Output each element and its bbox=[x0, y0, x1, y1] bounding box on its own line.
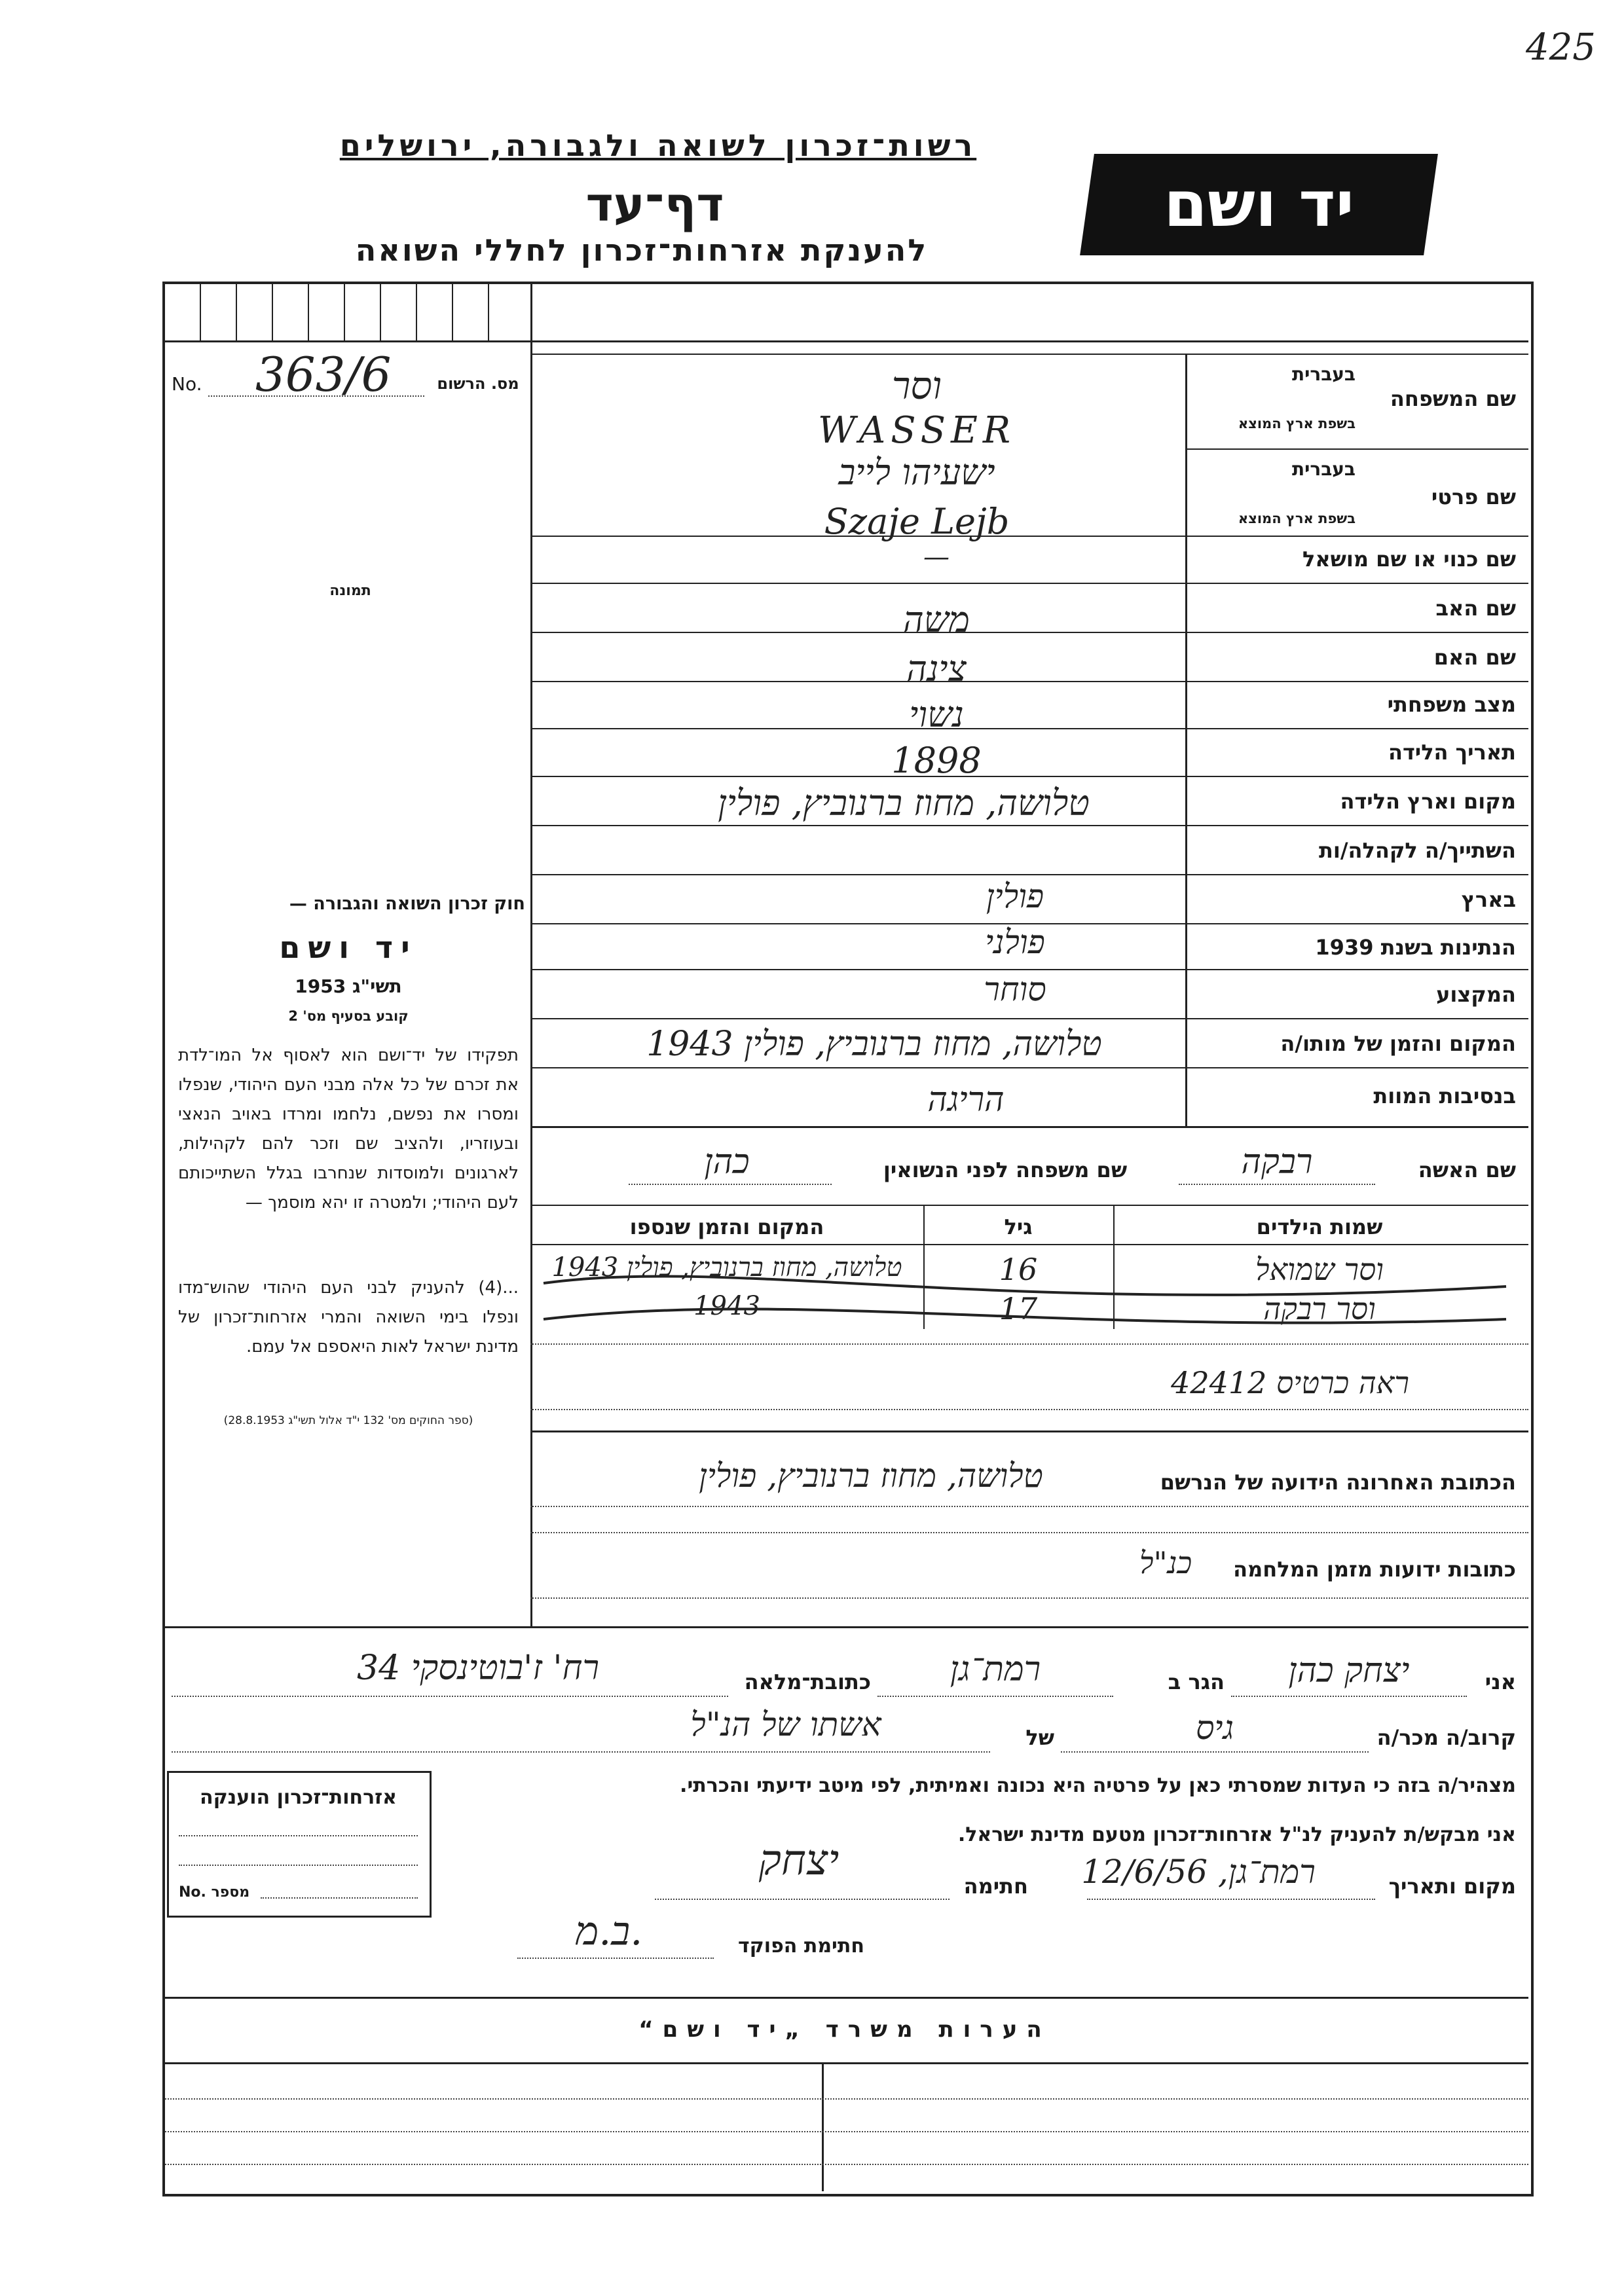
clerk-signature: ב.מ. bbox=[575, 1908, 643, 1954]
form-title: דף־עד bbox=[585, 177, 724, 232]
remarks-title: הערות משרד „יד ושם“ bbox=[638, 2016, 1051, 2043]
photo-label: תמונה bbox=[329, 583, 371, 599]
children-place-header: המקום והזמן שנספו bbox=[629, 1214, 824, 1239]
child-age: 16 bbox=[999, 1252, 1038, 1287]
maiden-name-label: שם משפחה לפני הנשואין bbox=[883, 1157, 1128, 1182]
law-clause: ...(4) להעניק לבני העם היהודי שהוש־מדו ונפלו בימי השואה והמרי אזרחות־זכרון של מדינת ישראל לאות היאספם אל עמם. bbox=[178, 1278, 519, 1357]
citizenship-box-no: No. מספר bbox=[179, 1884, 250, 1901]
registration-label: מס. הרשום bbox=[437, 374, 519, 393]
place-date-value: רמת־גן, 12/6/56 bbox=[1081, 1853, 1316, 1891]
country-label: בארץ bbox=[1461, 887, 1516, 912]
surname-sub-hebrew: בעברית bbox=[1291, 363, 1356, 385]
surname-label: שם המשפחה bbox=[1390, 386, 1516, 411]
law-name: יד ושם bbox=[279, 930, 418, 965]
relation-label: קרוב/ה מכר/ה bbox=[1376, 1725, 1516, 1750]
declaration-statement: מצהיר/ה בזה כי העדות שמסרתי כאן על פרטיה היא נכונה ואמיתית, לפי מיטב ידיעתי והכרתי. bbox=[680, 1774, 1516, 1797]
left-column-divider bbox=[530, 284, 532, 1626]
citizenship-label: הנתינות בשנת 1939 bbox=[1315, 935, 1516, 960]
birth-date-label: תאריך הלידה bbox=[1388, 740, 1516, 765]
death-circumstances-label: בנסיבות המוות bbox=[1373, 1084, 1516, 1108]
declaration-section-top bbox=[165, 1626, 1528, 1628]
declarant-city: רמת־גן bbox=[950, 1650, 1041, 1689]
birth-place-value: טלושה, מחוז ברנוביץ, פולין bbox=[718, 782, 1090, 824]
declarant-of-name: אשתו של הנ"ל bbox=[690, 1705, 881, 1743]
law-title: חוק זכרון השואה והגבורה — bbox=[289, 894, 525, 914]
address-section-top bbox=[530, 1430, 1528, 1432]
given-name-label: שם פרטי bbox=[1431, 484, 1516, 509]
registration-number: 363/6 bbox=[255, 347, 392, 402]
surname-sub-origin: בשפת ארץ המוצא bbox=[1238, 416, 1356, 431]
maiden-name-value: כהן bbox=[704, 1142, 750, 1182]
citizenship-box bbox=[167, 1771, 432, 1918]
birth-date-value: 1898 bbox=[891, 740, 982, 781]
yad-vashem-logo bbox=[1080, 154, 1438, 255]
profession-label: המקצוע bbox=[1436, 982, 1516, 1007]
given-name-origin-value: Szaje Lejb bbox=[824, 501, 1010, 542]
birth-place-label: מקום וארץ הלידה bbox=[1340, 789, 1516, 814]
nickname-value: — bbox=[923, 542, 950, 572]
nickname-label: שם כנוי או שם מושאל bbox=[1302, 547, 1516, 572]
war-address-value: כנ"ל bbox=[1139, 1545, 1192, 1580]
children-strikethrough bbox=[537, 1257, 1519, 1342]
law-source: (ספר החוקים מס' 132 י"ד אלול תשי"ג 28.8.1953) bbox=[223, 1414, 473, 1427]
label-column-divider bbox=[1185, 354, 1187, 1126]
marital-value: נשוי bbox=[909, 694, 964, 735]
child-name: וסר רבקה bbox=[1263, 1291, 1376, 1326]
declarant-ani-label: אני bbox=[1485, 1669, 1516, 1694]
last-address-label: הכתובת האחרונה הידועה של הנרשם bbox=[1160, 1470, 1516, 1495]
declarant-signature: יצחק bbox=[758, 1836, 840, 1885]
declarant-name: יצחק כהן bbox=[1288, 1651, 1410, 1690]
given-name-hebrew-value: ישעיהו לייב bbox=[838, 452, 995, 493]
father-label: שם האב bbox=[1435, 596, 1516, 621]
citizenship-box-title: אזרחות־זכרון הוענקה bbox=[199, 1786, 397, 1809]
country-value: פולין bbox=[986, 877, 1044, 915]
death-circumstances-value: הריגה bbox=[927, 1080, 1005, 1120]
death-place-label: המקום והזמן של מותו/ה bbox=[1280, 1031, 1516, 1056]
community-label: השתייך/ה לקהלה/ות bbox=[1318, 838, 1516, 863]
death-place-value: טלושה, מחוז ברנוביץ, פולין 1943 bbox=[646, 1025, 1102, 1064]
child-place: טלושה, מחוז ברנוביץ, פולין 1943 bbox=[551, 1252, 902, 1283]
declarant-address: רח' ז'בוטינסקי 34 bbox=[357, 1649, 599, 1688]
logo-text: יד ושם bbox=[1164, 168, 1354, 241]
signature-label: חתימה bbox=[963, 1874, 1028, 1899]
address-label: כתובת־מלאה bbox=[744, 1669, 871, 1694]
given-name-sub-origin: בשפת ארץ המוצא bbox=[1238, 511, 1356, 526]
resides-label: הגר ב bbox=[1168, 1669, 1225, 1694]
of-label: של bbox=[1025, 1725, 1054, 1750]
remarks-section-top bbox=[165, 1997, 1528, 1999]
mother-value: צינה bbox=[906, 648, 967, 689]
declarant-relation: גיס bbox=[1195, 1709, 1234, 1747]
registration-no-label: No. bbox=[172, 373, 202, 395]
place-date-label: מקום ותאריך bbox=[1388, 1874, 1516, 1899]
mother-label: שם האם bbox=[1433, 645, 1516, 670]
wife-value: רבקה bbox=[1241, 1142, 1313, 1182]
clerk-signature-label: חתימת הפוקד bbox=[738, 1935, 864, 1958]
remarks-divider bbox=[822, 2062, 824, 2191]
father-value: משה bbox=[903, 599, 970, 640]
children-names-header: שמות הילדים bbox=[1256, 1214, 1383, 1239]
page-number: 425 bbox=[1526, 26, 1596, 69]
wife-label: שם האשה bbox=[1418, 1157, 1516, 1182]
law-section: קובע בסעיף מס' 2 bbox=[288, 1008, 409, 1024]
children-note: ראה כרטיס 42412 bbox=[1171, 1365, 1409, 1400]
authority-line: רשות־זכרון לשואה ולגבורה, ירושלים bbox=[339, 128, 977, 163]
header-strip-line bbox=[165, 340, 1528, 342]
child-age: 17 bbox=[999, 1291, 1038, 1326]
declaration-request: אני מבקש/ת להעניק לנ"ל אזרחות־זכרון מטעם מדינת ישראל. bbox=[957, 1823, 1516, 1846]
war-address-label: כתובות ידועות מזמן המלחמה bbox=[1233, 1557, 1516, 1582]
child-place: 1943 bbox=[693, 1291, 760, 1321]
profession-value: סוחר bbox=[984, 970, 1046, 1008]
surname-origin-value: WASSER bbox=[818, 409, 1016, 452]
last-address-value: טלושה, מחוז ברנוביץ, פולין bbox=[699, 1457, 1043, 1495]
given-name-sub-hebrew: בעברית bbox=[1291, 458, 1356, 480]
surname-hebrew-value: וסר bbox=[891, 363, 942, 408]
marital-label: מצב משפחתי bbox=[1387, 692, 1516, 717]
citizenship-value: פולני bbox=[985, 923, 1045, 961]
children-age-header: גיל bbox=[1004, 1214, 1033, 1239]
law-year: תשי"ג 1953 bbox=[295, 975, 402, 997]
form-subtitle: להענקת אזרחות־זכרון לחללי השואה bbox=[355, 232, 929, 268]
children-table-top bbox=[530, 1205, 1528, 1206]
law-text: תפקידו של יד־ושם הוא לאסוף אל המו־לדת את זכרם של כל אלה מבני העם היהודי, שנפלו ומסרו את נפשם, נלחמו ומרדו באויב הנאצי ובעוזריו, ולהציב שם וזכר להם לקהילות, לארגונים ולמוסדות שנחרבו בגלל השתייכותם לעם היהודי; ולמטרה זו יהא מוסמך — bbox=[178, 1046, 519, 1212]
child-name: וסר שמואל bbox=[1255, 1252, 1384, 1287]
